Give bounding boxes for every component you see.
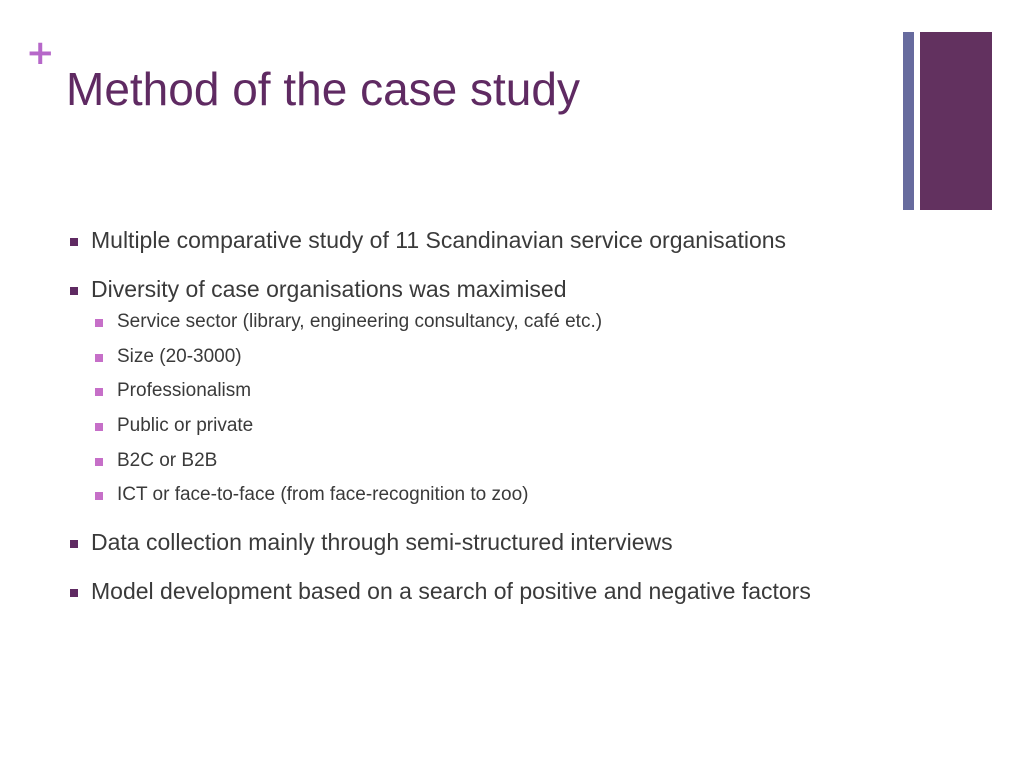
bullet-item-2: Diversity of case organisations was maximised xyxy=(68,275,888,304)
sub-bullet-list xyxy=(68,310,888,507)
plus-icon: + xyxy=(26,33,55,73)
accent-bar-thick xyxy=(920,32,992,210)
slide-title: Method of the case study xyxy=(66,63,580,115)
sub-bullet-service-sector: Service sector (library, engineering consultancy, café etc.) xyxy=(68,310,888,334)
bullet-list xyxy=(68,226,888,626)
bullet-item-3: Data collection mainly through semi-structured interviews xyxy=(68,528,888,557)
bullet-item-4: Model development based on a search of positive and negative factors xyxy=(68,577,888,606)
sub-bullet-public-private: Public or private xyxy=(68,414,888,438)
sub-bullet-ict: ICT or face-to-face (from face-recognition to zoo) xyxy=(68,483,888,507)
bullet-item-1: Multiple comparative study of 11 Scandinavian service organisations xyxy=(68,226,888,255)
sub-bullet-professionalism: Professionalism xyxy=(68,379,888,403)
sub-bullet-b2c-b2b: B2C or B2B xyxy=(68,449,888,473)
accent-bar-thin xyxy=(903,32,914,210)
sub-bullet-size: Size (20-3000) xyxy=(68,345,888,369)
